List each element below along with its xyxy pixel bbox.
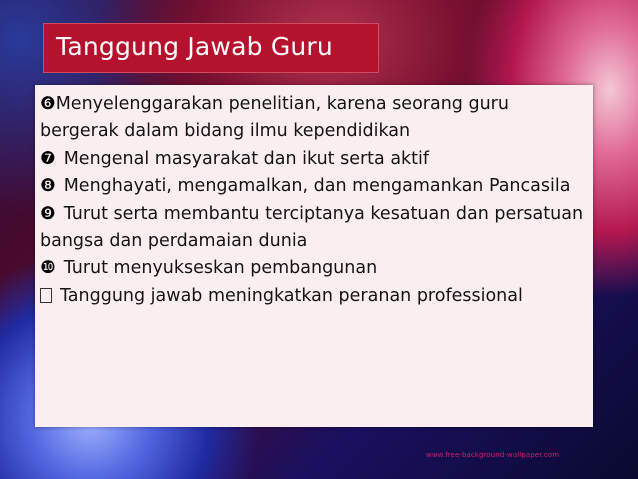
responsibility-list: [40, 91, 589, 310]
list-item-text: Turut serta membantu terciptanya kesatuan dan persatuan bangsa dan perdamaian dunia: [40, 203, 584, 252]
list-item: [40, 201, 589, 256]
list-item-text: Turut menyukseskan pembangunan: [63, 258, 378, 279]
list-item: [40, 173, 589, 200]
slide-title: Tanggung Jawab Guru: [56, 32, 333, 61]
content-box: [35, 85, 593, 427]
list-item-text: Menghayati, mengamalkan, dan mengamankan Pancasila: [63, 176, 571, 197]
number-9-icon: ❾: [40, 203, 56, 224]
background-credit: www.free-background-wallpaper.com: [426, 451, 560, 459]
missing-glyph-box-icon: [40, 288, 52, 303]
list-item: [40, 91, 589, 146]
number-8-icon: ❽: [40, 176, 56, 197]
number-7-icon: ❼: [40, 148, 56, 169]
list-item-text: Mengenal masyarakat dan ikut serta aktif: [63, 148, 430, 169]
list-item: [40, 146, 589, 173]
list-item-text: Menyelenggarakan penelitian, karena seorang guru bergerak dalam bidang ilmu kependidikan: [40, 94, 509, 142]
list-item: [40, 255, 589, 282]
number-6-icon: ❻: [40, 94, 56, 114]
number-10-icon: ❿: [40, 258, 56, 279]
slide-title-box: [43, 23, 379, 73]
list-item-text: Tanggung jawab meningkatkan peranan professional: [60, 285, 523, 306]
list-item: [40, 283, 589, 310]
